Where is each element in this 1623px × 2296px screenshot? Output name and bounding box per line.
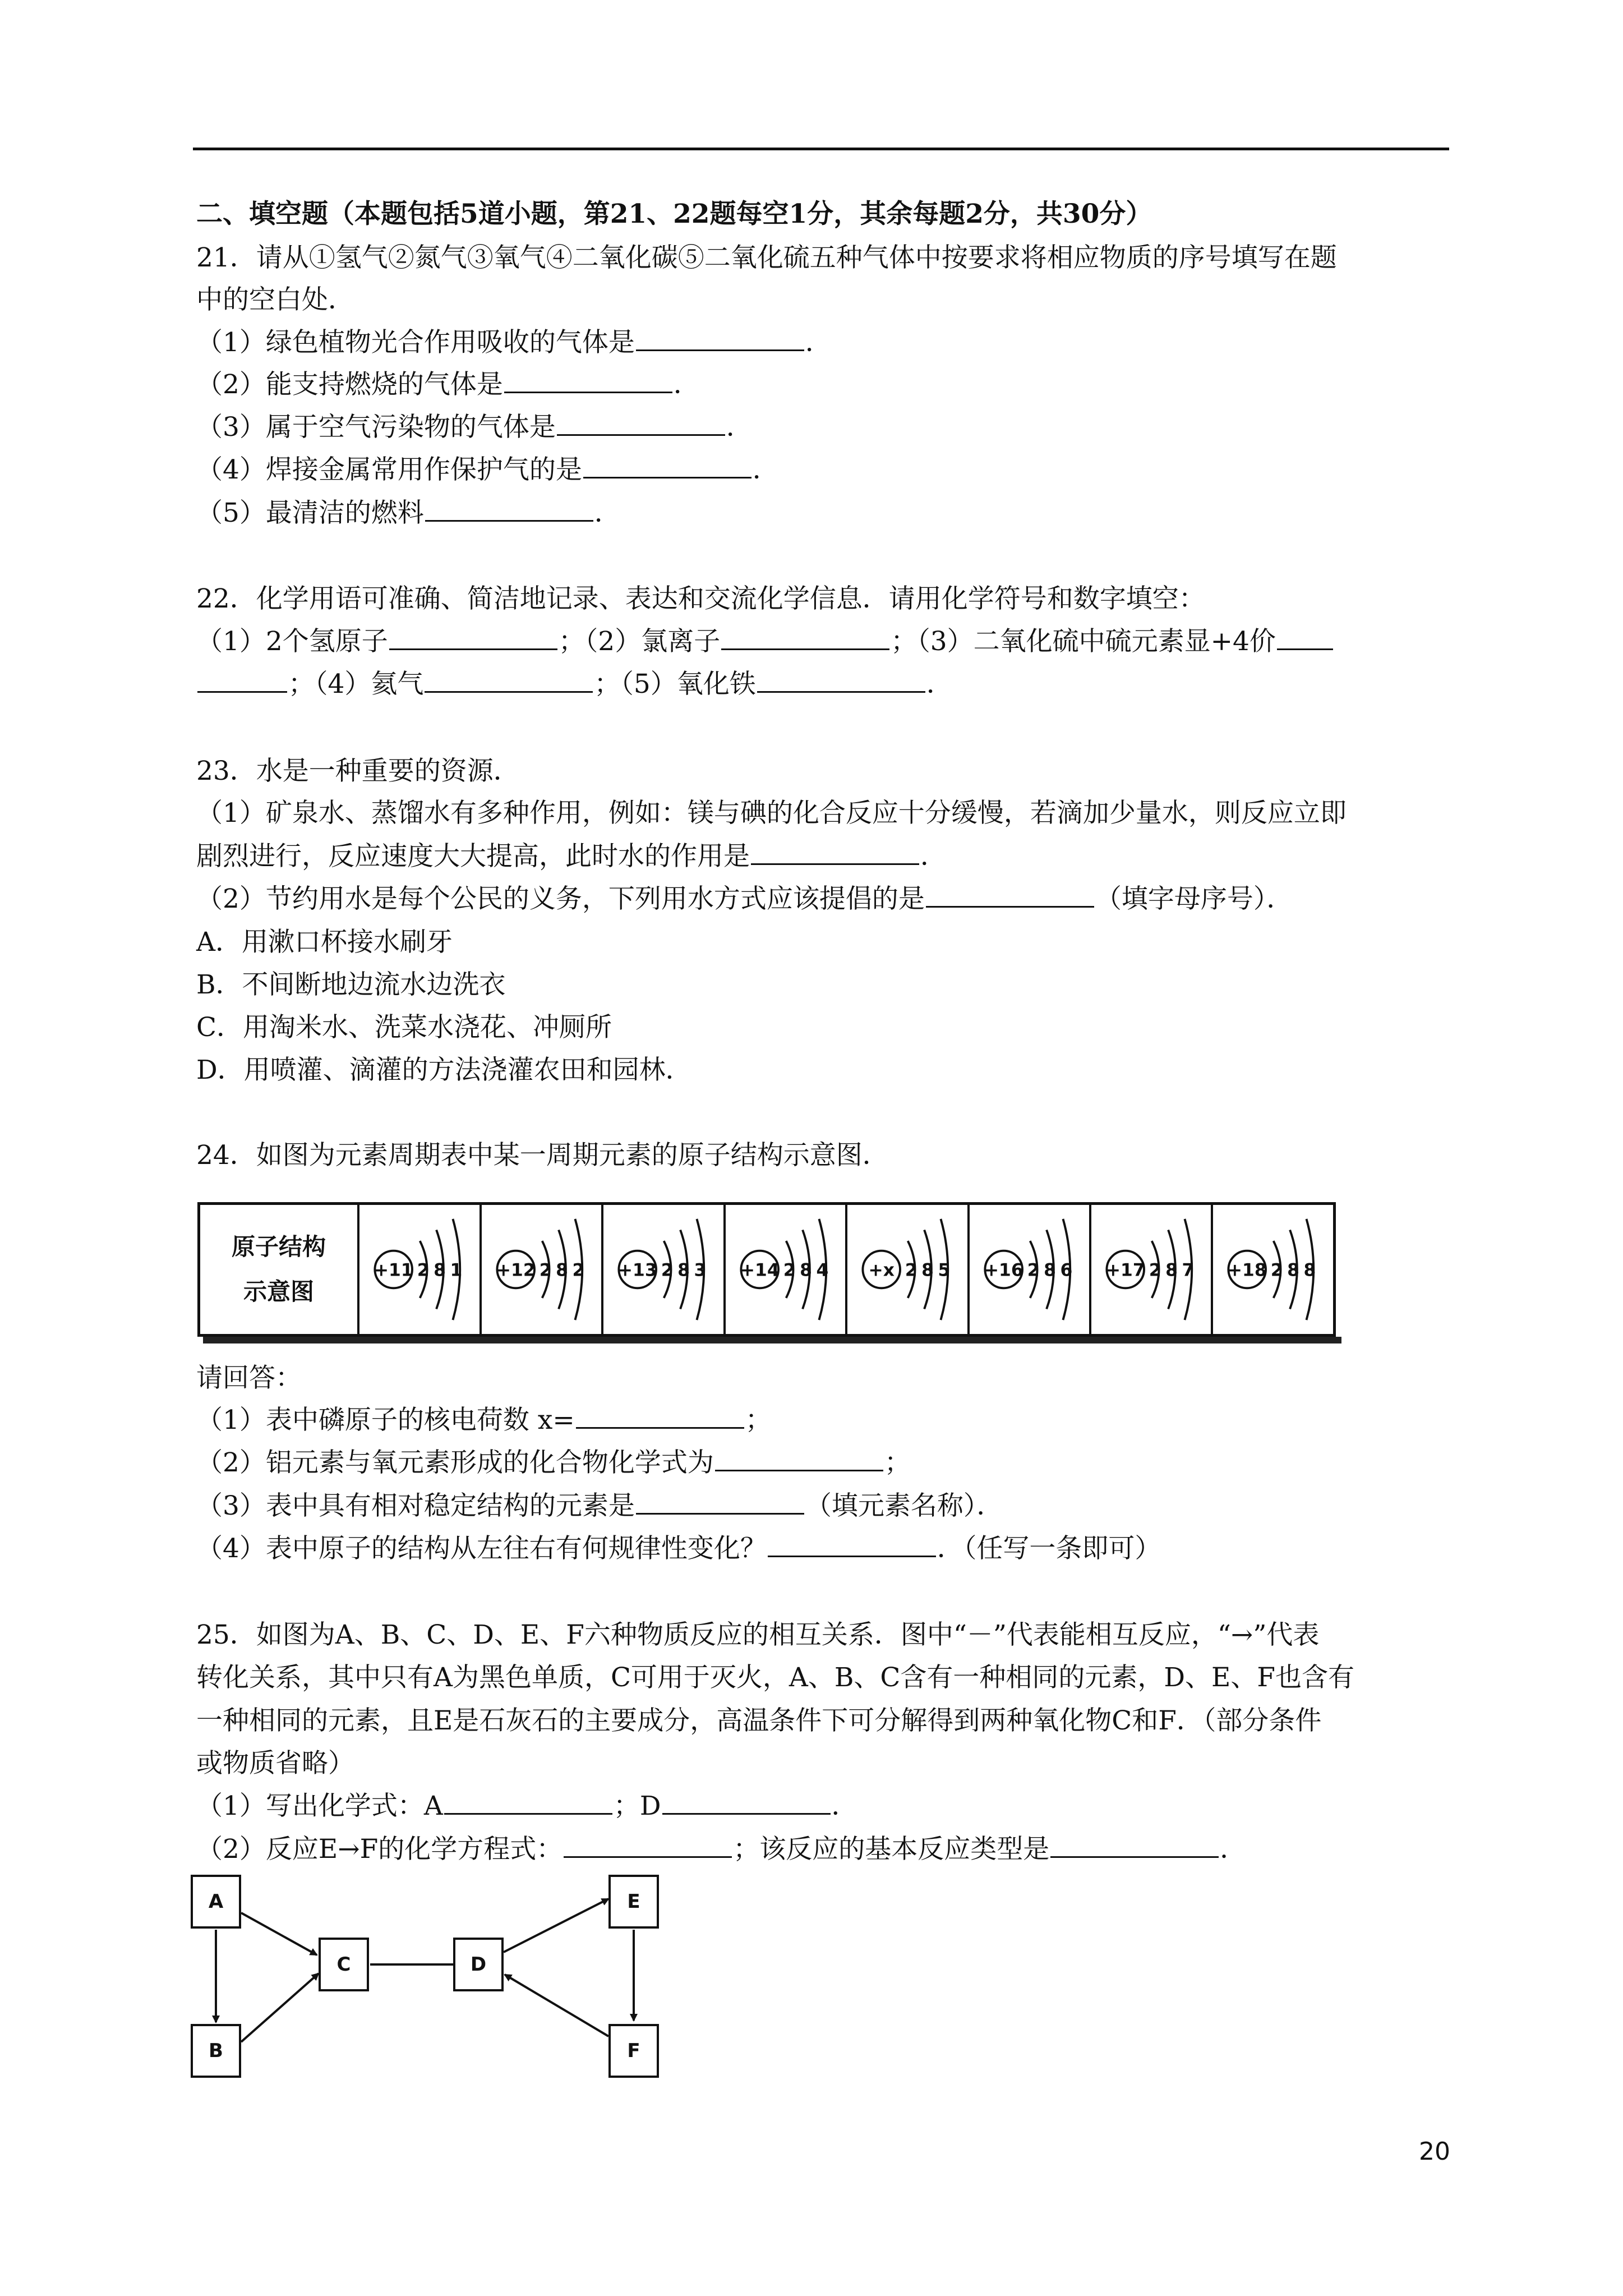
q24-item-3 bbox=[196, 1489, 1003, 1523]
q24-item-4 bbox=[196, 1532, 1161, 1566]
shell-electron-count: 3 bbox=[694, 1260, 707, 1281]
shell-electron-count: 4 bbox=[815, 1260, 828, 1281]
atom-table-header-line-2: 示意图 bbox=[243, 1278, 315, 1305]
q25-line-5 bbox=[196, 1789, 858, 1823]
q21-item-5 bbox=[196, 496, 621, 530]
q21-answer-blank-3[interactable] bbox=[557, 412, 725, 436]
q22-line-2 bbox=[196, 668, 953, 701]
nucleus-charge: +13 bbox=[617, 1260, 657, 1281]
q23-answer-blank-1[interactable] bbox=[751, 841, 919, 865]
q22-answer-blank-4[interactable] bbox=[425, 669, 593, 693]
shell-electron-count: 7 bbox=[1182, 1260, 1195, 1281]
atom-svg bbox=[603, 1205, 723, 1334]
q24-prompt: 请回答： bbox=[196, 1363, 302, 1393]
q21-item-3-end: ． bbox=[726, 412, 753, 443]
q22-end: ． bbox=[926, 669, 953, 700]
q25-line-4: 或物质省略） bbox=[196, 1748, 354, 1779]
q24-item-4-end: ．（任写一条即可） bbox=[937, 1533, 1161, 1564]
shell-electron-count: 5 bbox=[938, 1260, 951, 1281]
q22-answer-blank-1[interactable] bbox=[389, 626, 557, 650]
q24-item-3-text: （3）表中具有相对稳定结构的元素是 bbox=[196, 1490, 635, 1521]
q23-line-2-end: ． bbox=[920, 841, 947, 872]
atom-svg bbox=[482, 1205, 601, 1334]
node-f: F bbox=[608, 2024, 659, 2078]
shell-electron-count: 2 bbox=[905, 1260, 917, 1281]
q24-item-2-end: ； bbox=[884, 1447, 911, 1478]
shell-electron-count: 1 bbox=[450, 1260, 463, 1281]
q24-answer-blank-2[interactable] bbox=[715, 1447, 883, 1471]
arrow-f-to-d bbox=[505, 1975, 608, 2036]
q21-answer-blank-1[interactable] bbox=[636, 327, 804, 351]
atom-svg bbox=[1091, 1205, 1211, 1334]
q22-stem: 22．化学用语可准确、简洁地记录、表达和交流化学信息．请用化学符号和数字填空： bbox=[196, 583, 1205, 614]
shell-electron-count: 2 bbox=[417, 1260, 430, 1281]
atom-table-header-line-1: 原子结构 bbox=[232, 1233, 326, 1260]
q24-item-1-text: （1）表中磷原子的核电荷数 x= bbox=[196, 1405, 575, 1435]
q21-item-5-text: （5）最清洁的燃料 bbox=[196, 498, 424, 528]
q22-part-2: ；（2）氯离子 bbox=[558, 626, 721, 657]
atom-diagram bbox=[845, 1205, 967, 1334]
q22-answer-blank-5[interactable] bbox=[757, 669, 925, 693]
q22-line-1 bbox=[196, 625, 1334, 659]
q24-item-3-end: （填元素名称）． bbox=[805, 1490, 1003, 1521]
shell-electron-count: 8 bbox=[1043, 1260, 1056, 1281]
section-title: 二、填空题（本题包括5道小题，第21、22题每空1分，其余每题2分，共30分） bbox=[196, 199, 1152, 229]
shell-electron-count: 2 bbox=[661, 1260, 674, 1281]
q21-item-3-text: （3）属于空气污染物的气体是 bbox=[196, 412, 556, 443]
q22-part-3: ；（3）二氧化硫中硫元素显+4价 bbox=[891, 626, 1276, 657]
q25-line-6-end: ． bbox=[1220, 1834, 1247, 1865]
shell-electron-count: 8 bbox=[434, 1260, 446, 1281]
q21-item-4-text: （4）焊接金属常用作保护气的是 bbox=[196, 454, 582, 485]
q25-answer-blank-d[interactable] bbox=[662, 1791, 831, 1815]
atom-diagram bbox=[967, 1205, 1089, 1334]
q24-item-2-text: （2）铝元素与氧元素形成的化合物化学式为 bbox=[196, 1447, 714, 1478]
q21-stem-line-2: 中的空白处． bbox=[196, 284, 354, 315]
arrow-a-to-c bbox=[241, 1913, 317, 1955]
q25-line-2: 转化关系，其中只有A为黑色单质，C可用于灭火，A、B、C含有一种相同的元素，D、E、F也含有 bbox=[196, 1662, 1354, 1693]
q25-line-5-text-d: ；D bbox=[613, 1791, 661, 1821]
q21-item-1 bbox=[196, 326, 832, 360]
page-number: 20 bbox=[1419, 2137, 1450, 2166]
q25-line-6 bbox=[196, 1833, 1246, 1866]
shell-electron-count: 6 bbox=[1059, 1260, 1072, 1281]
q22-part-1: （1）2个氢原子 bbox=[196, 626, 388, 657]
q21-item-3 bbox=[196, 411, 753, 444]
shell-electron-count: 2 bbox=[1271, 1260, 1283, 1281]
q21-item-2 bbox=[196, 368, 700, 402]
shell-electron-count: 2 bbox=[539, 1260, 552, 1281]
q23-line-1: （1）矿泉水、蒸馏水有多种作用，例如：镁与碘的化合反应十分缓慢，若滴加少量水，则反应立即 bbox=[196, 798, 1347, 829]
atom-svg bbox=[1213, 1205, 1332, 1334]
shell-electron-count: 2 bbox=[1027, 1260, 1040, 1281]
atom-svg bbox=[726, 1205, 845, 1334]
q24-item-2 bbox=[196, 1446, 911, 1480]
q23-line-2 bbox=[196, 840, 947, 873]
atom-svg bbox=[970, 1205, 1089, 1334]
shell-electron-count: 2 bbox=[572, 1260, 584, 1281]
node-c: C bbox=[319, 1938, 369, 1991]
shell-electron-count: 8 bbox=[555, 1260, 568, 1281]
q23-option-d: D．用喷灌、滴灌的方法浇灌农田和园林． bbox=[196, 1055, 692, 1085]
atom-structure-table bbox=[197, 1202, 1336, 1337]
q24-item-1 bbox=[196, 1404, 772, 1437]
atom-diagram bbox=[479, 1205, 601, 1334]
atom-diagram bbox=[1211, 1205, 1332, 1334]
header-rule bbox=[193, 148, 1449, 150]
q25-answer-blank-a[interactable] bbox=[444, 1791, 612, 1815]
q23-option-c: C．用淘米水、洗菜水浇花、冲厕所 bbox=[196, 1012, 612, 1043]
q22-answer-blank-2[interactable] bbox=[721, 626, 889, 650]
node-e: E bbox=[608, 1875, 659, 1929]
nucleus-charge: +12 bbox=[496, 1260, 536, 1281]
q24-item-4-text: （4）表中原子的结构从左往右有何规律性变化？ bbox=[196, 1533, 767, 1564]
shell-electron-count: 8 bbox=[1165, 1260, 1178, 1281]
q22-part-4: ；（4）氦气 bbox=[288, 669, 424, 700]
arrow-d-to-e bbox=[504, 1899, 608, 1952]
nucleus-charge: +14 bbox=[740, 1260, 780, 1281]
atom-table-header bbox=[200, 1205, 357, 1334]
q23-line-2-text: 剧烈进行，反应速度大大提高，此时水的作用是 bbox=[196, 841, 750, 872]
q21-item-2-text: （2）能支持燃烧的气体是 bbox=[196, 369, 503, 400]
q25-line-6-text-a: （2）反应E→F的化学方程式： bbox=[196, 1834, 563, 1865]
q21-answer-blank-4[interactable] bbox=[583, 454, 751, 478]
q21-answer-blank-2[interactable] bbox=[504, 369, 672, 393]
nucleus-charge: +18 bbox=[1228, 1260, 1267, 1281]
q25-line-1: 25．如图为A、B、C、D、E、F六种物质反应的相互关系．图中“－”代表能相互反应，“→”代表 bbox=[196, 1619, 1320, 1650]
q24-item-1-end: ； bbox=[745, 1405, 772, 1435]
node-a: A bbox=[191, 1875, 241, 1929]
atom-svg bbox=[847, 1205, 967, 1334]
arrow-b-to-c bbox=[241, 1973, 319, 2042]
q23-option-b: B．不间断地边流水边洗衣 bbox=[196, 969, 506, 1000]
q23-line-3-end: （填字母序号）． bbox=[1095, 884, 1293, 914]
q24-answer-blank-3[interactable] bbox=[636, 1490, 804, 1515]
q25-line-5-text-a: （1）写出化学式：A bbox=[196, 1791, 443, 1821]
shell-electron-count: 2 bbox=[1149, 1260, 1161, 1281]
q25-answer-blank-reaction-type[interactable] bbox=[1050, 1834, 1219, 1858]
q23-line-3 bbox=[196, 882, 1293, 916]
atom-diagram bbox=[1089, 1205, 1211, 1334]
q21-item-5-end: ． bbox=[594, 498, 621, 528]
atom-diagram bbox=[723, 1205, 845, 1334]
q21-item-1-end: ． bbox=[805, 327, 832, 358]
q24-answer-blank-1[interactable] bbox=[576, 1405, 744, 1429]
q22-part-5: ；（5）氧化铁 bbox=[594, 669, 756, 700]
q23-line-3-text: （2）节约用水是每个公民的义务，下列用水方式应该提倡的是 bbox=[196, 884, 925, 914]
atom-diagram bbox=[357, 1205, 479, 1334]
q21-item-4 bbox=[196, 453, 779, 487]
reaction-relationship-diagram bbox=[191, 1874, 695, 2087]
q25-line-3: 一种相同的元素，且E是石灰石的主要成分，高温条件下可分解得到两种氧化物C和F．（部分条件 bbox=[196, 1705, 1322, 1736]
q22-answer-blank-3a[interactable] bbox=[1277, 626, 1333, 650]
q23-answer-blank-2[interactable] bbox=[926, 884, 1094, 908]
shell-electron-count: 2 bbox=[783, 1260, 796, 1281]
q21-item-1-text: （1）绿色植物光合作用吸收的气体是 bbox=[196, 327, 635, 358]
q25-line-5-end: ． bbox=[831, 1791, 858, 1821]
q23-stem: 23．水是一种重要的资源． bbox=[196, 756, 520, 786]
nucleus-charge: +17 bbox=[1105, 1260, 1145, 1281]
atom-svg bbox=[359, 1205, 479, 1334]
node-d: D bbox=[453, 1938, 504, 1991]
node-b: B bbox=[191, 2024, 241, 2078]
q22-answer-blank-3b[interactable] bbox=[197, 669, 287, 693]
shell-electron-count: 8 bbox=[799, 1260, 812, 1281]
q21-item-4-end: ． bbox=[752, 454, 779, 485]
shell-electron-count: 8 bbox=[921, 1260, 934, 1281]
nucleus-charge: +16 bbox=[984, 1260, 1023, 1281]
atom-diagram bbox=[601, 1205, 723, 1334]
q21-answer-blank-5[interactable] bbox=[425, 498, 593, 522]
shell-electron-count: 8 bbox=[1287, 1260, 1300, 1281]
nucleus-charge: +11 bbox=[374, 1260, 413, 1281]
atom-table-shadow bbox=[203, 1337, 1341, 1343]
q21-item-2-end: ． bbox=[673, 369, 700, 400]
q24-stem: 24．如图为元素周期表中某一周期元素的原子结构示意图． bbox=[196, 1140, 889, 1171]
q25-line-6-text-b: ；该反应的基本反应类型是 bbox=[733, 1834, 1050, 1865]
shell-electron-count: 8 bbox=[1303, 1260, 1316, 1281]
q25-answer-blank-equation[interactable] bbox=[564, 1834, 732, 1858]
q23-option-a: A．用漱口杯接水刷牙 bbox=[196, 927, 453, 958]
q24-answer-blank-4[interactable] bbox=[768, 1533, 936, 1557]
q21-stem-line-1: 21．请从①氢气②氮气③氧气④二氧化碳⑤二氧化硫五种气体中按要求将相应物质的序号填写在题 bbox=[196, 242, 1337, 273]
nucleus-charge: +x bbox=[868, 1260, 895, 1281]
shell-electron-count: 8 bbox=[677, 1260, 690, 1281]
